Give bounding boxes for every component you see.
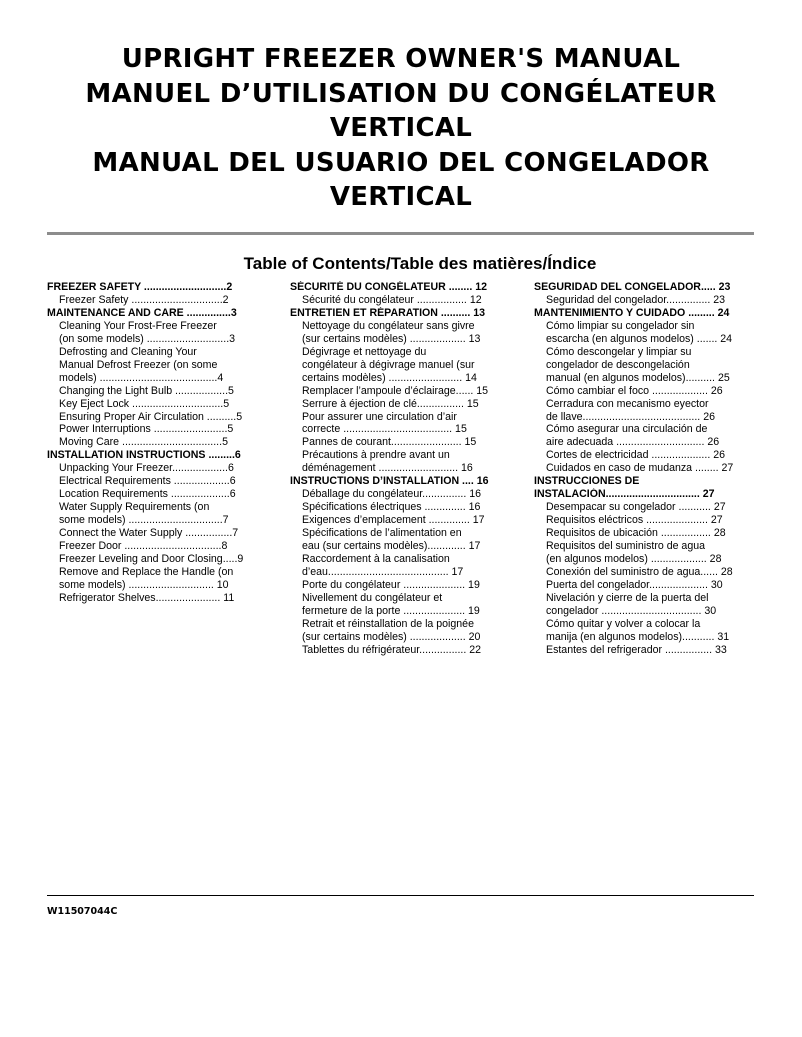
toc-entry: Tablettes du réfrigérateur................ 22: [302, 643, 482, 656]
toc-entry: (on some models) ............................3: [59, 332, 236, 345]
toc-entry: congélateur à dégivrage manuel (sur: [302, 358, 475, 371]
toc-heading: Table of Contents/Table des matières/Índice: [243, 254, 597, 273]
toc-section-entry: MANTENIMIENTO Y CUIDADO ......... 24: [534, 306, 730, 319]
toc-entry: (sur certains modèles) ................... 13: [302, 332, 481, 345]
toc-entry: Dégivrage et nettoyage du: [302, 345, 427, 358]
toc-section-entry: FREEZER SAFETY ............................2: [47, 281, 233, 293]
toc-section-entry: SEGURIDAD DEL CONGELADOR..... 23: [534, 281, 731, 293]
toc-entry: Electrical Requirements ...................6: [59, 475, 236, 488]
toc-entry: manual (en algunos modelos).......... 25: [546, 371, 730, 384]
toc-entry: Sécurité du congélateur ................. 12: [302, 293, 482, 306]
toc-entry: Manual Defrost Freezer (on some: [59, 358, 218, 371]
toc-section-entry: INSTALACIÓN................................ 27: [534, 488, 715, 501]
toc-entry: Cuidados en caso de mudanza ........ 27: [546, 462, 734, 475]
toc-entry: Requisitos eléctricos ..................... 27: [546, 514, 723, 527]
toc-entry: Cómo cambiar el foco ................... 26: [546, 384, 723, 397]
toc-entry: Retrait et réinstallation de la poignée: [302, 617, 474, 630]
toc-section-entry: ENTRETIEN ET RÉPARATION .......... 13: [290, 306, 486, 319]
toc-entry: Raccordement à la canalisation: [302, 553, 450, 566]
toc-entry: Nettoyage du congélateur sans givre: [302, 319, 475, 332]
toc-entry: Pour assurer une circulation d’air: [302, 410, 457, 423]
toc-entry: Cleaning Your Frost-Free Freezer: [59, 319, 217, 332]
title-line-spanish: MANUAL DEL USUARIO DEL CONGELADOR: [92, 147, 710, 178]
title-line-french-cont: VERTICAL: [329, 113, 473, 143]
toc-entry: Porte du congélateur ..................... 19: [302, 578, 480, 591]
toc-entry: certains modèles) ......................... 14: [302, 371, 477, 384]
toc-entry: Cortes de electricidad .................... 26: [546, 449, 725, 462]
toc-entry: congelador de descongelación: [546, 358, 690, 371]
toc-entry: congelador .................................. 30: [546, 604, 717, 617]
toc-entry: Conexión del suministro de agua...... 28: [546, 565, 733, 578]
toc-entry: Spécifications de l’alimentation en: [302, 527, 462, 540]
toc-entry: Water Supply Requirements (on: [59, 501, 210, 514]
toc-entry: manija (en algunos modelos)........... 31: [546, 630, 730, 643]
title-line-spanish-cont: VERTICAL: [329, 182, 473, 212]
toc-entry: (en algunos modelos) ................... 28: [546, 553, 722, 566]
toc-section-entry: INSTRUCCIONES DE: [534, 475, 640, 488]
toc-entry: correcte ..................................... 15: [302, 423, 467, 436]
toc-entry: Freezer Leveling and Door Closing.....9: [59, 553, 244, 566]
toc-entry: Location Requirements ....................6: [59, 488, 236, 501]
toc-entry: de llave........................................ 26: [546, 410, 715, 423]
toc-section-entry: INSTALLATION INSTRUCTIONS .........6: [47, 449, 241, 462]
toc-entry: Freezer Safety ...............................2: [59, 293, 229, 306]
toc-section-entry: MAINTENANCE AND CARE ...............3: [47, 306, 237, 319]
toc-entry: Puerta del congelador.................... 30: [546, 578, 723, 591]
toc-entry: Connect the Water Supply ................7: [59, 527, 239, 540]
toc-entry: Refrigerator Shelves...................... 11: [59, 591, 235, 604]
manual-title: [40, 42, 762, 215]
toc-entry: Changing the Light Bulb ..................5: [59, 384, 234, 397]
toc-entry: escarcha (en algunos modelos) ....... 24: [546, 332, 733, 345]
bottom-divider: [47, 895, 754, 896]
toc-entry: Unpacking Your Freezer...................6: [59, 462, 234, 475]
toc-column-english: [47, 281, 283, 605]
toc-entry: Desempacar su congelador ........... 27: [546, 501, 726, 514]
toc-entry: Moving Care ..................................5: [59, 436, 228, 449]
toc-entry: Requisitos del suministro de agua: [546, 540, 705, 553]
toc-entry: Remplacer l’ampoule d’éclairage...... 15: [302, 384, 489, 397]
toc-entry: Cerradura con mecanismo eyector: [546, 397, 709, 410]
toc-entry: Déballage du congélateur............... 16: [302, 488, 482, 501]
toc-entry: Cómo asegurar una circulación de: [546, 423, 708, 436]
toc-entry: Serrure à éjection de clé................ 15: [302, 397, 479, 410]
toc-entry: Cómo descongelar y limpiar su: [546, 345, 692, 358]
toc-entry: Requisitos de ubicación ................. 28: [546, 527, 726, 540]
toc-entry: déménagement ........................... 16: [302, 462, 473, 475]
toc-entry: (sur certains modèles) ................... 20: [302, 630, 481, 643]
toc-section-entry: INSTRUCTIONS D’INSTALLATION .... 16: [290, 475, 489, 488]
toc-entry: Exigences d’emplacement .............. 17: [302, 514, 485, 527]
toc-entry: Spécifications électriques .............. 16: [302, 501, 481, 514]
toc-entry: Nivelación y cierre de la puerta del: [546, 591, 709, 604]
toc-section-entry: SÉCURITÉ DU CONGÉLATEUR ........ 12: [290, 281, 487, 293]
toc-entry: Remove and Replace the Handle (on: [59, 565, 234, 578]
toc-entry: eau (sur certains modèles)............. 17: [302, 540, 481, 553]
toc-entry: Key Eject Lock ...............................5: [59, 397, 230, 410]
toc-entry: Précautions à prendre avant un: [302, 449, 450, 462]
toc-entry: Freezer Door .................................8: [59, 540, 228, 553]
toc-entry: Pannes de courant........................ 15: [302, 436, 477, 449]
toc-entry: some models) ............................. 10: [59, 578, 229, 591]
toc-entry: some models) ................................7: [59, 514, 229, 527]
toc-entry: Estantes del refrigerador ................ 33: [546, 643, 727, 656]
toc-entry: Power Interruptions .........................5: [59, 423, 234, 436]
toc-entry: Nivellement du congélateur et: [302, 591, 443, 604]
top-divider: [47, 232, 754, 235]
toc-entry: Ensuring Proper Air Circulation ..........5: [59, 410, 243, 423]
toc-column-french: [290, 281, 531, 657]
toc-entry: Seguridad del congelador............... 23: [546, 293, 726, 306]
document-code: W11507044C: [47, 906, 118, 917]
title-line-french: MANUEL D’UTILISATION DU CONGÉLATEUR: [85, 78, 717, 109]
toc-entry: Cómo quitar y volver a colocar la: [546, 617, 701, 630]
toc-entry: Defrosting and Cleaning Your: [59, 345, 197, 358]
toc-entry: Cómo limpiar su congelador sin: [546, 319, 695, 332]
title-line-english: UPRIGHT FREEZER OWNER'S MANUAL: [121, 44, 681, 74]
toc-entry: models) ........................................4: [59, 371, 224, 384]
toc-column-spanish: [534, 281, 780, 657]
toc-entry: fermeture de la porte ..................... 19: [302, 604, 480, 617]
toc-entry: d’eau......................................... 17: [302, 565, 464, 578]
toc-entry: aire adecuada .............................. 26: [546, 436, 720, 449]
